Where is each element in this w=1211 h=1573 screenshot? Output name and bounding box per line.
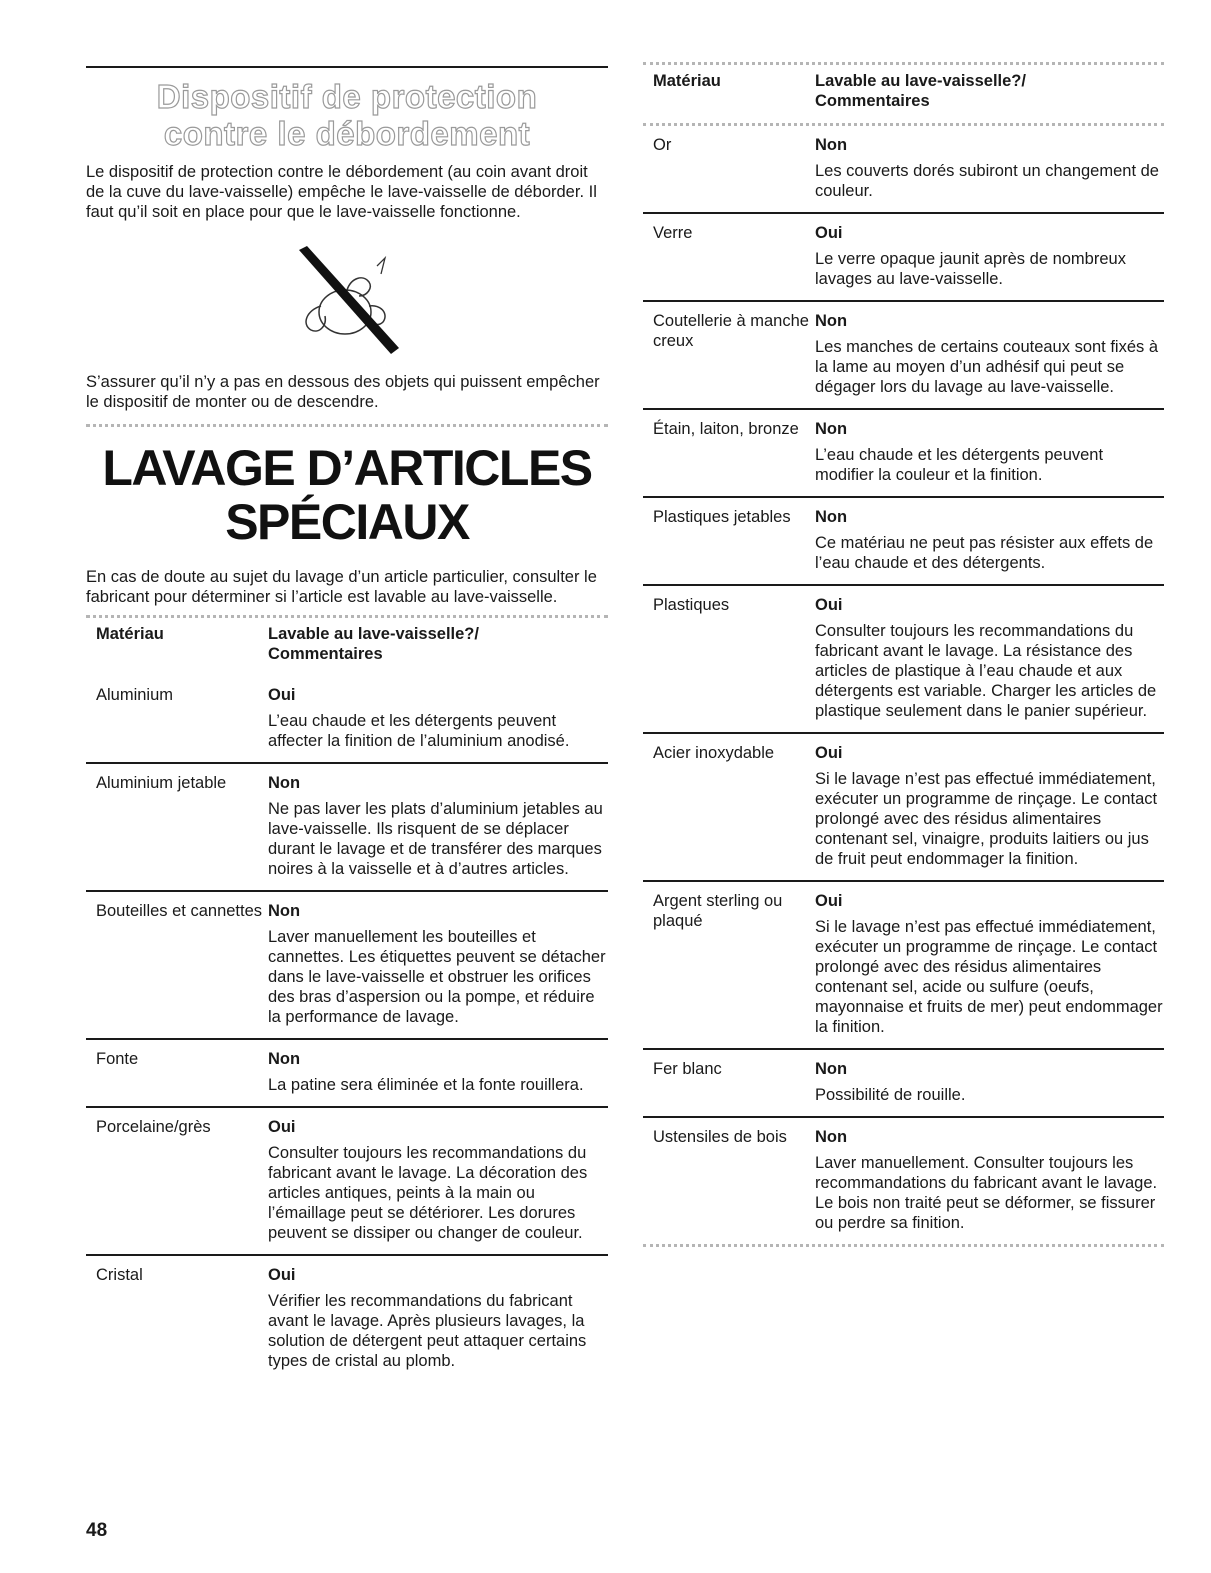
overflow-paragraph: Le dispositif de protection contre le débordement (au coin avant droit de la cuve du lave-vaisselle) empêche le lave-vaisselle de déborder. Il faut qu’il soit en place pour que le lave-vaisselle fonctionne. [86,163,597,221]
material-comment-cell [815,301,1164,409]
section-divider [86,424,608,427]
dishwasher-safe-verdict: Non [815,1128,848,1146]
material-comment-cell [815,1049,1164,1117]
material-name: Coutellerie à manche creux [643,301,815,409]
dishwasher-safe-verdict: Oui [815,892,843,910]
dishwasher-safe-verdict: Oui [268,1266,296,1284]
material-comment: L’eau chaude et les détergents peuvent affecter la finition de l’aluminium anodisé. [268,712,570,750]
material-name: Verre [643,213,815,301]
material-name: Étain, laiton, bronze [643,409,815,497]
material-row [643,301,1164,409]
material-comment: Ne pas laver les plats d’aluminium jetables au lave-vaisselle. Ils risquent de se déplacer durant le lavage et de transférer des marques noires à la vaisselle et à d’autres articles. [268,800,603,878]
overflow-title-line2: contre le débordement [163,115,531,152]
material-comment-cell [815,409,1164,497]
dishwasher-safe-verdict: Oui [268,1118,296,1136]
table-header-row [86,618,608,676]
material-comment: Laver manuellement. Consulter toujours les recommandations du fabricant avant le lavage. Le bois non traité peut se déformer, se fissurer ou perdre sa finition. [815,1154,1158,1232]
material-comment-cell [268,1107,608,1255]
overflow-title-line1: Dispositif de protection [156,78,538,115]
table-header-row [643,65,1164,123]
material-row [86,891,608,1039]
material-comment: Le verre opaque jaunit après de nombreux lavages au lave-vaisselle. [815,250,1126,288]
material-row [643,1049,1164,1117]
dishwasher-safe-verdict: Non [268,1050,301,1068]
dishwasher-safe-verdict: Non [815,508,848,526]
material-row [643,497,1164,585]
material-comment-cell [268,763,608,891]
material-name: Argent sterling ou plaqué [643,881,815,1049]
material-comment-cell [268,891,608,1039]
material-row [86,1039,608,1107]
special-title-line2: SPÉCIAUX [225,494,469,550]
material-name: Aluminium [86,676,268,763]
top-rule [86,66,608,68]
material-name: Acier inoxydable [643,733,815,881]
material-comment: L’eau chaude et les détergents peuvent modifier la couleur et la finition. [815,446,1104,484]
material-comment-cell [268,676,608,763]
dishwasher-safe-verdict: Non [815,420,848,438]
header-comments-line2: Commentaires [268,645,383,663]
material-comment-cell [815,881,1164,1049]
dishwasher-safe-verdict: Oui [815,596,843,614]
material-row [643,585,1164,733]
material-name: Bouteilles et cannettes [86,891,268,1039]
overflow-section-title [86,78,608,152]
special-articles-title [86,441,608,549]
right-table-bottom-rule [643,1244,1164,1247]
material-name: Or [643,126,815,213]
material-row [643,409,1164,497]
header-material: Matériau [653,72,721,90]
dishwasher-safe-verdict: Oui [268,686,296,704]
no-obstruction-float-icon [277,244,417,360]
header-comments-line1: Lavable au lave-vaisselle?/ [268,625,479,643]
dishwasher-safe-verdict: Non [815,136,848,154]
left-table-body [86,676,608,1382]
material-comment: Laver manuellement les bouteilles et cannettes. Les étiquettes peuvent se détacher dans le lave-vaisselle et obstruer les orifices des bras d’aspersion ou la pompe, et réduire la performance de lavage. [268,928,606,1026]
material-name: Plastiques jetables [643,497,815,585]
page-number: 48 [86,1520,108,1541]
material-comment: Les manches de certains couteaux sont fixés à la lame au moyen d’un adhésif qui peut se dégager lors du lavage au lave-vaisselle. [815,338,1159,396]
dishwasher-safe-verdict: Non [268,774,301,792]
special-title-line1: LAVAGE D’ARTICLES [102,440,592,496]
obstruction-warning: S’assurer qu’il n’y a pas en dessous des objets qui puissent empêcher le dispositif de monter ou de descendre. [86,373,600,411]
header-material: Matériau [96,625,164,643]
material-comment-cell [815,733,1164,881]
right-table-body [643,126,1164,1244]
material-name: Fer blanc [643,1049,815,1117]
material-row [643,213,1164,301]
material-comment-cell [815,585,1164,733]
material-row [86,763,608,891]
special-intro: En cas de doute au sujet du lavage d’un article particulier, consulter le fabricant pour déterminer si l’article est lavable au lave-vaisselle. [86,568,597,606]
materials-table-right [643,65,1164,1244]
material-comment: La patine sera éliminée et la fonte rouillera. [268,1076,584,1094]
dishwasher-safe-verdict: Non [815,312,848,330]
material-comment-cell [268,1039,608,1107]
material-row [86,1255,608,1382]
material-comment-cell [815,1117,1164,1244]
material-comment-cell [815,213,1164,301]
material-name: Plastiques [643,585,815,733]
header-comments-line1: Lavable au lave-vaisselle?/ [815,72,1026,90]
dishwasher-safe-verdict: Oui [815,744,843,762]
dishwasher-safe-verdict: Non [268,902,301,920]
header-comments [268,618,608,676]
material-row [643,881,1164,1049]
material-comment-cell [815,126,1164,213]
material-row [643,126,1164,213]
material-row [86,1107,608,1255]
dishwasher-safe-verdict: Non [815,1060,848,1078]
dishwasher-safe-verdict: Oui [815,224,843,242]
material-name: Ustensiles de bois [653,1128,787,1146]
material-comment: Consulter toujours les recommandations du fabricant avant le lavage. La décoration des articles antiques, peints à la main ou l’émaillage peut se détériorer. Les dorures peuvent se dissiper ou changer de couleur. [268,1144,588,1242]
material-comment: Ce matériau ne peut pas résister aux effets de l’eau chaude et des détergents. [815,534,1154,572]
header-comments-line2: Commentaires [815,92,930,110]
material-name: Aluminium jetable [86,763,268,891]
material-row [86,676,608,763]
left-column [86,0,608,1382]
right-column [643,0,1164,1247]
material-comment: Si le lavage n’est pas effectué immédiatement, exécuter un programme de rinçage. Le contact prolongé avec des résidus alimentaires contenant sel, acide ou sulfure (oeufs, mayonnaise et fruits de mer) peut endommager la finition. [815,918,1163,1036]
material-row [643,1117,1164,1244]
material-comment: Possibilité de rouille. [815,1086,966,1104]
materials-table-left [86,618,608,1382]
material-comment-cell [815,497,1164,585]
material-comment: Consulter toujours les recommandations du fabricant avant le lavage. La résistance des articles de plastique à l’eau chaude et aux détergents est variable. Charger les articles de plastique seulement dans le panier supérieur. [815,622,1157,720]
material-name: Porcelaine/grès [86,1107,268,1255]
material-comment-cell [268,1255,608,1382]
material-row [643,733,1164,881]
header-comments [815,65,1164,123]
material-name: Cristal [96,1266,143,1284]
material-name: Fonte [86,1039,268,1107]
material-comment: Les couverts dorés subiront un changement de couleur. [815,162,1159,200]
material-comment: Si le lavage n’est pas effectué immédiatement, exécuter un programme de rinçage. Le contact prolongé avec des résidus alimentaires contenant sel, vinaigre, produits laitiers ou jus de fruit peut endommager la finition. [815,770,1158,868]
material-comment: Vérifier les recommandations du fabricant avant le lavage. Après plusieurs lavages, la solution de détergent peut attaquer certains types de cristal au plomb. [268,1292,587,1370]
